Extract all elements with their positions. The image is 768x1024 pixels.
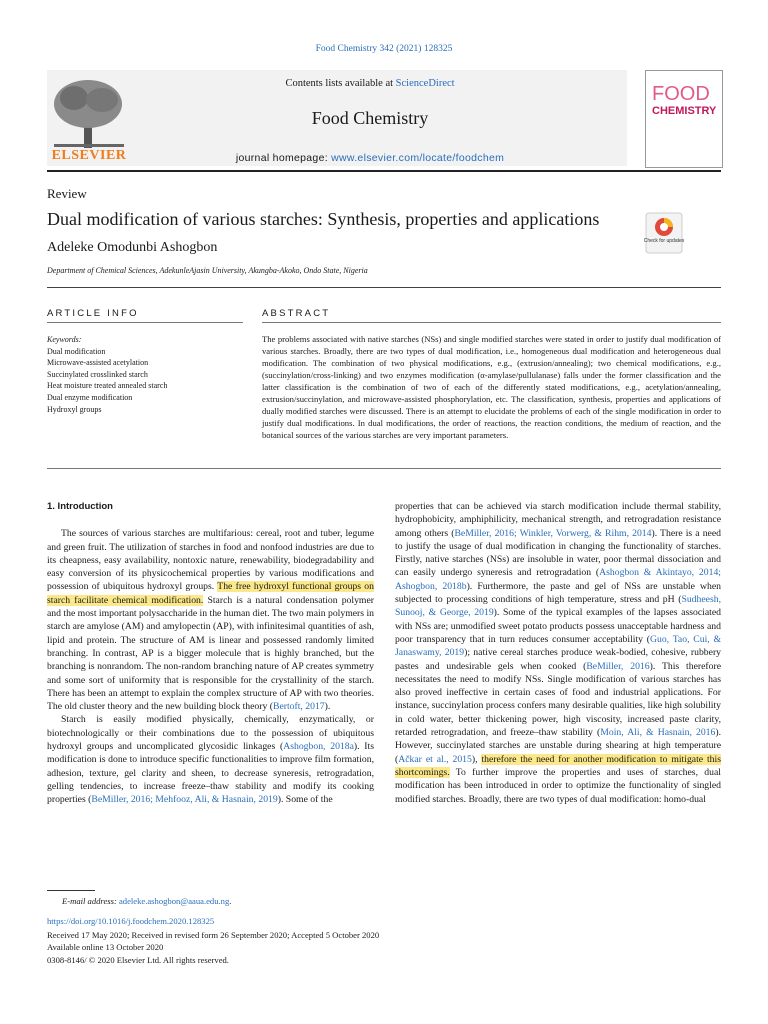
text-run: ). Its modification is done to introduce specific functionalities to improve film formation, adhesion, texture, gel clarity and sheen, to decrease syneresis, retrogradation, gelling tendencies, to increase freeze–thaw stability and modify its cooking properties ( [47, 741, 374, 806]
keyword: Succinylated crosslinked starch [47, 369, 148, 379]
intro-paragraph-1 [47, 527, 374, 713]
abstract-text: The problems associated with native starches (NSs) and single modified starches were stated in order to justify dual modification of various starches. Broadly, there are two types of dual modification, i.e., homogeneous dual modification and heterogeneous dual modification. The combination of two physical modifications, e.g., (extrusion/annealing); two chemical modifications, e.g., (succinylation/cross-linking) and two enzymes modification (α-amylase/pullulanase) falls under the former classification and the latter classification is the combination of two of each of the differently stated modifications, e.g., acetylation/annealing, extrusion/succinylation, and microwave-assisted phosphorylation, etc. The classification, synthesis, properties and applications of dually modified starches were discussed. There is an attempt to elucidate the problems of each of the single modification in order to justify dual modifications. In dual modifications, the order of reactions, the reaction conditions, the medium of reaction, and the botanical sources of the various starches are very important parameters. [262, 334, 721, 440]
abstract-rule [262, 322, 721, 323]
publisher-wordmark: ELSEVIER [51, 148, 127, 163]
reference-link[interactable]: Ashogbon, 2018a [283, 741, 354, 753]
corresponding-email [62, 896, 231, 906]
keywords-list [47, 334, 247, 415]
keyword: Dual modification [47, 346, 106, 356]
abstract-heading: ABSTRACT [262, 308, 331, 319]
title-divider [47, 287, 721, 288]
reference-link[interactable]: Bertoft, 2017 [272, 701, 325, 713]
keyword: Hydroxyl groups [47, 404, 102, 414]
abstract-divider [47, 468, 721, 469]
journal-citation[interactable]: Food Chemistry 342 (2021) 128325 [315, 44, 453, 54]
text-run: ), [471, 753, 482, 765]
text-run: Starch is a natural condensation polymer and the most important polysaccharide in the human diet. The two main polymers in starch are amylose (AM) and amylopectin (AP), with infinitesimal quantities of ash, lipid and protein. The structure of AM is linear and possessed randomly limited branching. In contrast, AP is a bigger molecule that is highly branched, but the branching is nonrandom. The non-random branching nature of AP creates symmetry and some sort of uniformity that is responsible for the crystallinity of the starch. There has been an attempt to explain the complex structure of AP with two theories. The old cluster theory and the new building block theory ( [47, 594, 374, 713]
journal-homepage [130, 152, 610, 164]
text-run: ); native cereal starches produce weak-bodied, cohesive, rubbery pastes and undesirable gels when cooked ( [395, 647, 722, 672]
available-online: Available online 13 October 2020 [47, 942, 164, 953]
copyright: 0308-8146/ © 2020 Elsevier Ltd. All rights reserved. [47, 954, 229, 965]
author-affiliation: Department of Chemical Sciences, AdekunleAjasin University, Akungba-Akoko, Ondo State, Nigeria [47, 266, 368, 275]
reference-link[interactable]: Ashogbon & Akintayo, 2014; Ashogbon, 2018b [395, 567, 721, 592]
email-link[interactable]: adeleke.ashogbon@aaua.edu.ng [118, 896, 230, 906]
reference-link[interactable]: Ačkar et al., 2015 [398, 753, 472, 765]
footnote-divider [47, 890, 95, 891]
sciencedirect-link[interactable]: ScienceDirect [395, 78, 455, 89]
paper-title: Dual modification of various starches: Synthesis, properties and applications [47, 209, 600, 229]
text-run: To further improve the properties and uses of starches, dual modification has been introduced in order to optimize the functionality of singled modified starches. Broadly, there are two types of dual modification: homo-dual [395, 766, 721, 805]
article-type: Review [47, 186, 87, 201]
email-end: . [229, 896, 232, 906]
reference-link[interactable]: Moin, Ali, & Hasnain, 2016 [600, 727, 716, 739]
section-heading-introduction: 1. Introduction [47, 501, 113, 512]
body-column-left [47, 500, 374, 807]
doi-link[interactable]: https://doi.org/10.1016/j.foodchem.2020.128325 [47, 916, 215, 926]
header-divider [47, 170, 721, 172]
check-for-updates-icon[interactable] [643, 213, 685, 253]
text-run: ). Some of the typical examples of the lapses associated with NSs are; unmodified sweet potato products possess unacceptable hardness and poor transparency that in turn reduces consumer acceptability ( [395, 607, 721, 645]
reference-link[interactable]: Guo, Tao, Cui, & Janaswamy, 2019 [395, 633, 721, 659]
contents-line [130, 78, 610, 89]
text-run: Starch is easily modified physically, chemically, enzymatically, or biotechnologically or their combinations due to the possession of ubiquitous hydroxyl groups and uncomplicated glycosidic linkages ( [47, 714, 374, 753]
keyword: Microwave-assisted acetylation [47, 358, 149, 368]
cover-title-food: FOOD [652, 83, 710, 105]
highlighted-text: therefore the need for another modification to mitigate this shortcomings. [395, 753, 721, 778]
text-run: properties that can be achieved via starch modification include thermal stability, hydrophobicity, amphiphilicity, mechanical strength, and retrogradation resistance among others ( [395, 501, 721, 539]
cover-title-chemistry: CHEMISTRY [652, 105, 717, 117]
contents-prefix: Contents lists available at [285, 78, 396, 89]
intro-paragraph-continued [395, 500, 721, 806]
journal-cover-thumbnail[interactable] [645, 70, 723, 168]
text-run: ). Furthermore, the paste and gel of NSs are unstable when subjected to processing conditions of high temperature, stress and pH ( [395, 580, 721, 606]
text-run: The sources of various starches are multifarious: cereal, root and tuber, legume and green fruit. The utilization of starches in food and nonfood industries are due to its cheapness, easy availability, nontoxic nature, renewability, biodegradability and easy conversion of its physicochemical properties by various modifications and possession of ubiquitous hydroxyl groups. [47, 528, 374, 593]
email-label: E-mail address: [62, 896, 117, 906]
text-run: ). This therefore necessitates the need to modify NSs. Single modification of various starches has also proved ineffective in certain cases of food and industrial applications. For instance, succinylation process confers many desirable qualities, like high solubility in cold water, better thickening power, high viscosity, increased paste clarity, retarded retrogradation, and freeze–thaw stability ( [395, 660, 722, 739]
received-dates: Received 17 May 2020; Received in revised form 26 September 2020; Accepted 5 October 2020 [47, 930, 380, 940]
text-run: ). However, succinylated starches are unstable during shearing at high temperature ( [395, 727, 722, 765]
article-dates [47, 929, 547, 966]
text-run: ). [324, 701, 331, 713]
reference-link[interactable]: BeMiller, 2016; Winkler, Vorwerg, & Rihm, 2014 [454, 527, 652, 539]
journal-title: Food Chemistry [311, 108, 429, 128]
keywords-heading: Keywords: [47, 335, 82, 344]
reference-link[interactable]: BeMiller, 2016; Mehfooz, Ali, & Hasnain, 2019 [91, 794, 278, 806]
keyword: Dual enzyme modification [47, 392, 133, 402]
homepage-prefix: journal homepage: [235, 152, 332, 164]
article-info-heading: ARTICLE INFO [47, 308, 139, 319]
body-column-right [395, 500, 721, 806]
author-name: Adeleke Omodunbi Ashogbon [47, 240, 218, 255]
highlighted-text: The free hydroxyl functional groups on starch facilitate chemical modification. [47, 581, 374, 606]
text-run: ). There is a need to justify the usage of dual modification in changing the functionality of starches. Firstly, native starches (NSs) are insoluble in water, poor thermal dissociation and can easily undergo syneresis and retrogradation ( [395, 527, 721, 579]
crossmark-label: Check for updates [643, 238, 685, 244]
homepage-link[interactable]: www.elsevier.com/locate/foodchem [331, 152, 505, 164]
reference-link[interactable]: BeMiller, 2016 [586, 660, 650, 672]
reference-link[interactable]: Sudheesh, Sunooj, & George, 2019 [395, 594, 721, 619]
article-info-rule [47, 322, 243, 323]
intro-paragraph-2 [47, 713, 374, 806]
text-run: ). Some of the [277, 794, 333, 806]
keyword: Heat moisture treated annealed starch [47, 381, 168, 391]
